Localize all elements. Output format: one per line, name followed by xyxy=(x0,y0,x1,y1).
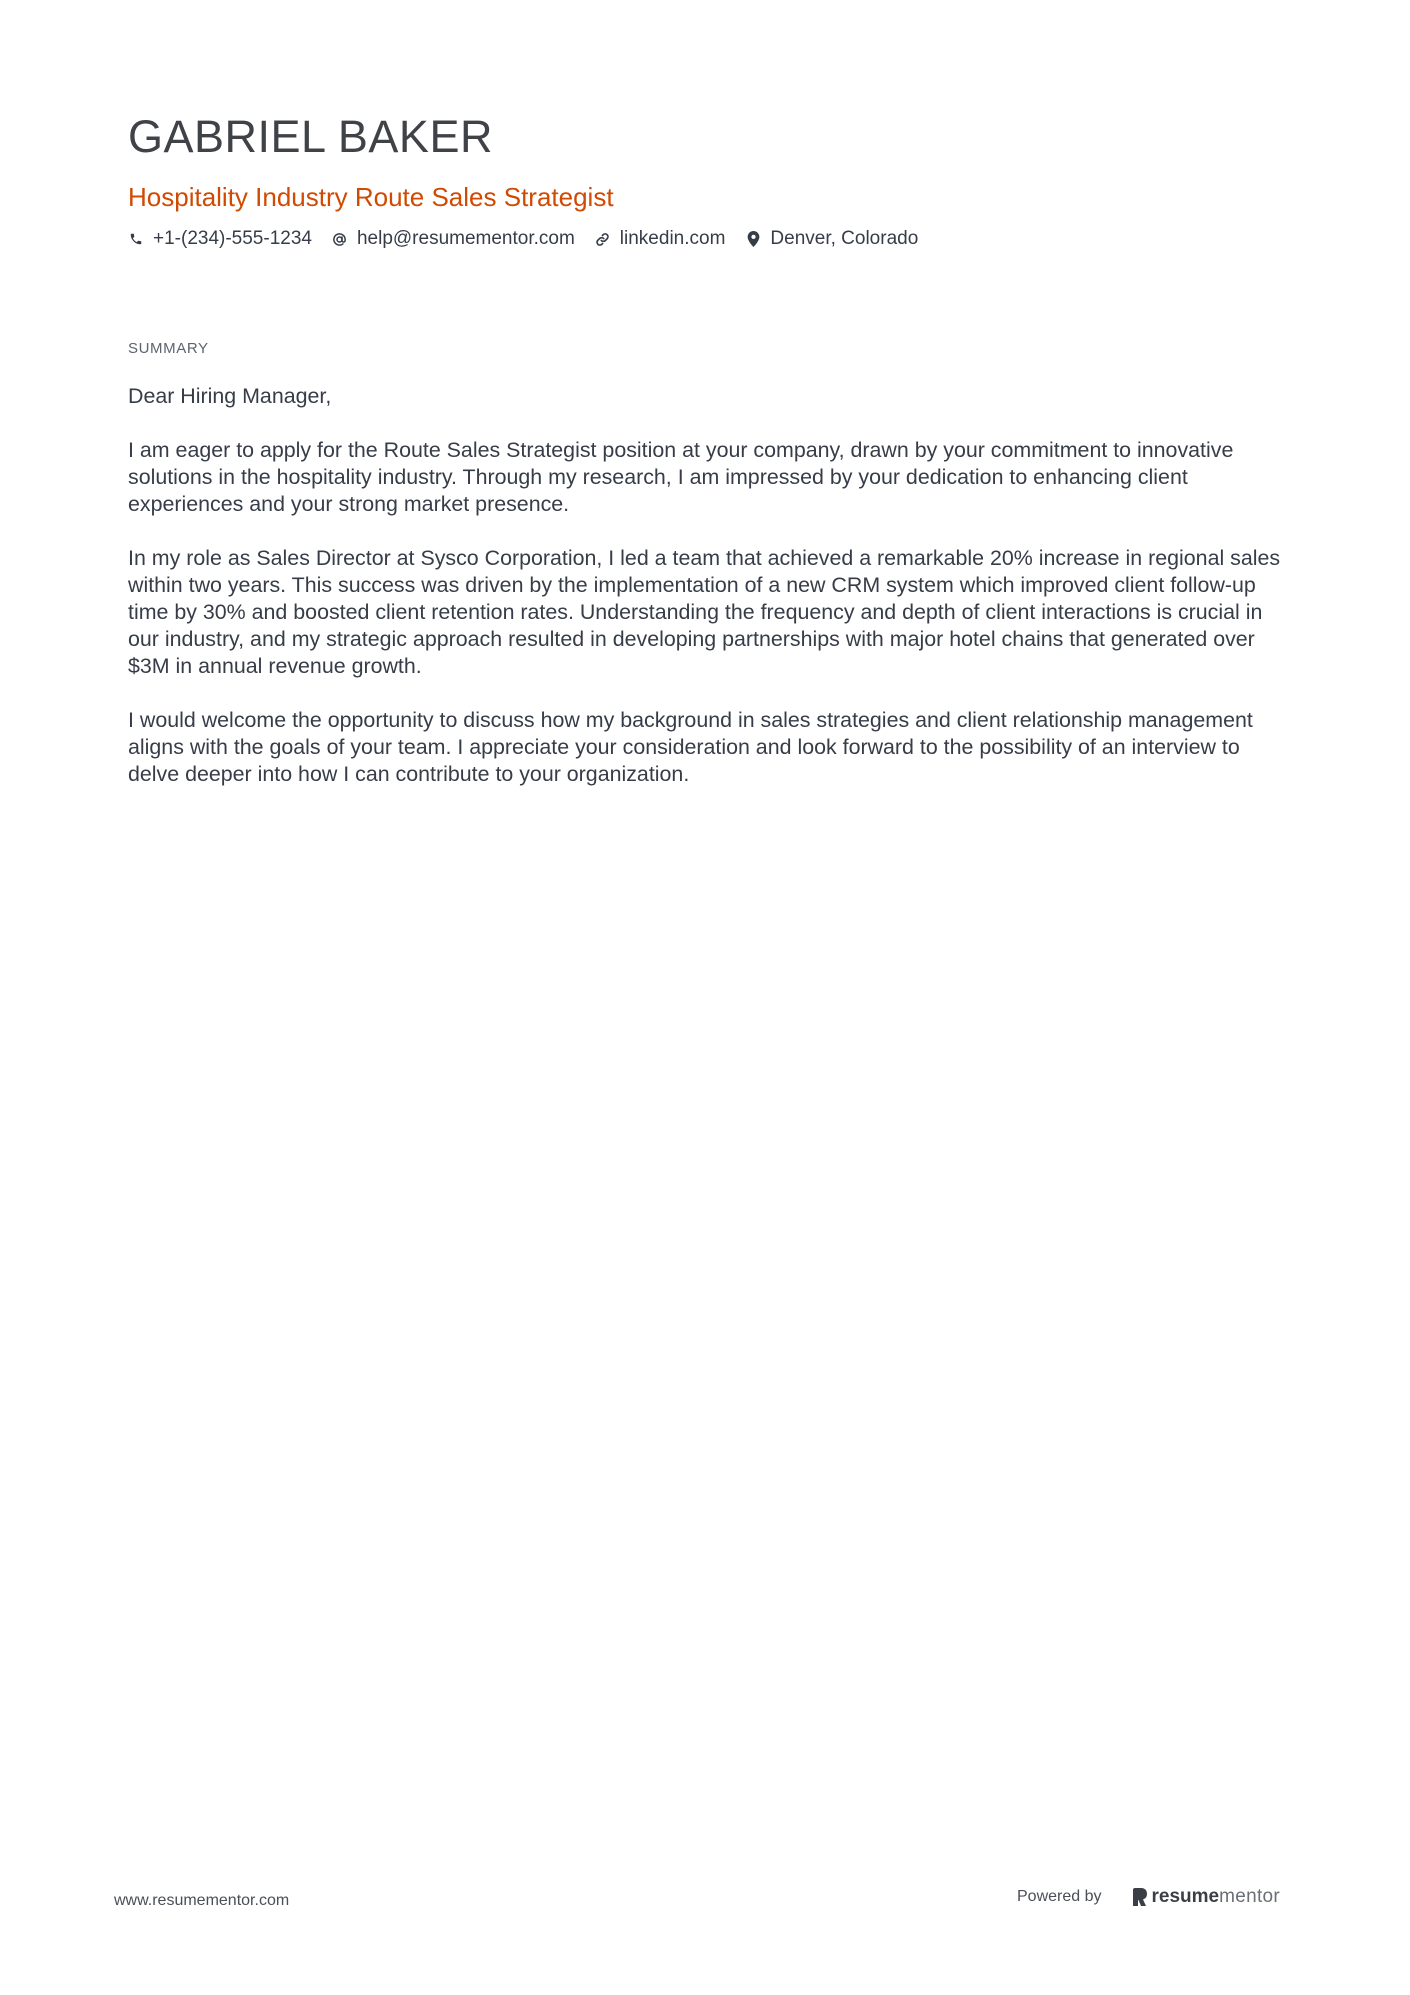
contact-phone xyxy=(128,227,312,251)
linkedin-text: linkedin.com xyxy=(619,228,726,249)
email-text: help@resumementor.com xyxy=(356,228,575,249)
paragraph-intro: I am eager to apply for the Route Sales Strategist position at your company, drawn by your commitment to innovative solutions in the hospitality industry. Through my research, I am impressed by your dedication to enhancing client experiences and your strong market presence. xyxy=(128,438,1234,516)
section-heading-summary: SUMMARY xyxy=(128,340,209,357)
footer-website[interactable]: www.resumementor.com xyxy=(114,1892,290,1909)
contact-location xyxy=(745,227,918,251)
contact-email xyxy=(332,227,575,251)
paragraph-closing: I would welcome the opportunity to discuss how my background in sales strategies and client relationship management aligns with the goals of your team. I appreciate your consideration and look forward to the possibility of an interview to delve deeper into how I can contribute to your organization. xyxy=(128,708,1253,786)
salutation: Dear Hiring Manager, xyxy=(128,384,332,408)
at-icon xyxy=(332,231,348,247)
candidate-name: GABRIEL BAKER xyxy=(128,111,493,162)
location-pin-icon xyxy=(745,231,761,247)
letter-body xyxy=(128,383,1288,815)
location-text: Denver, Colorado xyxy=(770,228,919,249)
phone-icon xyxy=(128,231,144,247)
powered-by-label: Powered by xyxy=(1017,1888,1102,1905)
paragraph-experience: In my role as Sales Director at Sysco Corporation, I led a team that achieved a remarkable 20% increase in regional sales within two years. This success was driven by the implementation of a new CRM system which improved client follow-up time by 30% and boosted client retention rates. Understanding the frequency and depth of client interactions is crucial in our industry, and my strategic approach resulted in developing partnerships with major hotel chains that generated over $3M in annual revenue growth. xyxy=(128,546,1281,678)
link-icon xyxy=(595,231,611,247)
job-title: Hospitality Industry Route Sales Strategist xyxy=(128,182,614,212)
footer-branding xyxy=(1017,1886,1280,1908)
resumementor-logo-icon xyxy=(1132,1887,1148,1907)
contact-linkedin xyxy=(595,227,726,251)
brand-logo[interactable] xyxy=(1132,1886,1281,1908)
contact-row xyxy=(128,227,938,251)
phone-text: +1-(234)-555-1234 xyxy=(153,228,312,249)
brand-name-part1: resume xyxy=(1151,1886,1220,1907)
brand-name-part2: mentor xyxy=(1219,1886,1281,1907)
